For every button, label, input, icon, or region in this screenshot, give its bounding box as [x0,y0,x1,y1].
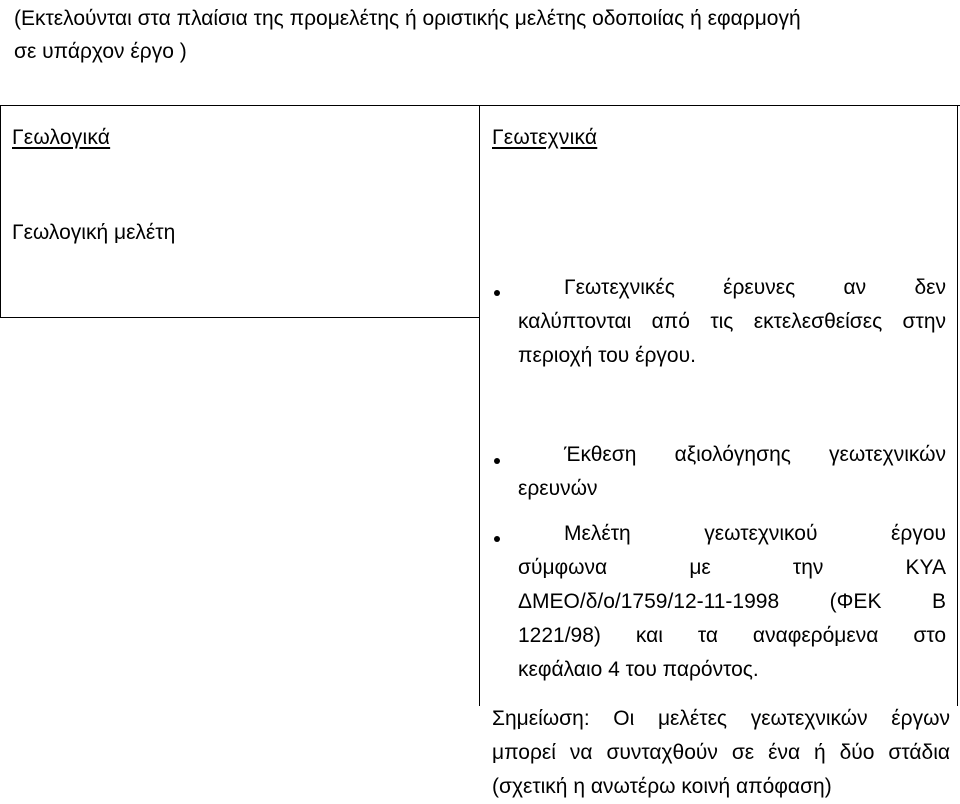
note-line: (σχετική η ανωτέρω κοινή απόφαση) [492,775,832,798]
table-border-middle [479,106,480,706]
item-line: Έκθεση αξιολόγησης γεωτεχνικών [564,443,946,466]
note-line: Σημείωση: Οι μελέτες γεωτεχνικών έργων [492,707,950,730]
table-border-right [957,106,958,706]
item-line: Μελέτη γεωτεχνικού έργου [564,522,946,545]
table-border-geology-bottom [0,317,479,318]
item-line: σύμφωνα με την ΚΥΑ [518,556,946,579]
geotechnical-item-surveys [518,271,946,373]
bullet-icon [494,536,500,542]
item-line: κεφάλαιο 4 του παρόντος. [518,658,759,681]
item-line: 1221/98) και τα αναφερόμενα στο [518,624,946,647]
intro-line-2: σε υπάρχον έργο ) [14,40,187,63]
note-line: μπορεί να συνταχθούν σε ένα ή δύο στάδια [492,741,950,764]
geotechnical-item-study [518,517,946,687]
intro-text [14,2,954,68]
geotechnical-note [492,702,950,804]
geology-study-item: Γεωλογική μελέτη [12,221,176,244]
studies-table [0,105,960,798]
item-line: ΔΜΕΟ/δ/ο/1759/12-11-1998 (ΦΕΚ Β [518,590,946,613]
geology-heading: Γεωλογικά [12,126,111,149]
intro-line-1: (Εκτελούνται στα πλαίσια της προμελέτης ή οριστικής μελέτης οδοποιίας ή εφαρμογή [14,7,801,30]
geotechnical-item-assessment [518,438,946,506]
item-line: Γεωτεχνικές έρευνες αν δεν [564,276,946,299]
table-border-left [0,106,1,318]
bullet-icon [494,290,500,296]
bullet-icon [494,458,500,464]
geotechnical-heading: Γεωτεχνικά [492,126,598,149]
item-line: ερευνών [518,477,598,500]
item-line: καλύπτονται από τις εκτελεσθείσες στην [518,310,946,333]
item-line: περιοχή του έργου. [518,344,696,367]
